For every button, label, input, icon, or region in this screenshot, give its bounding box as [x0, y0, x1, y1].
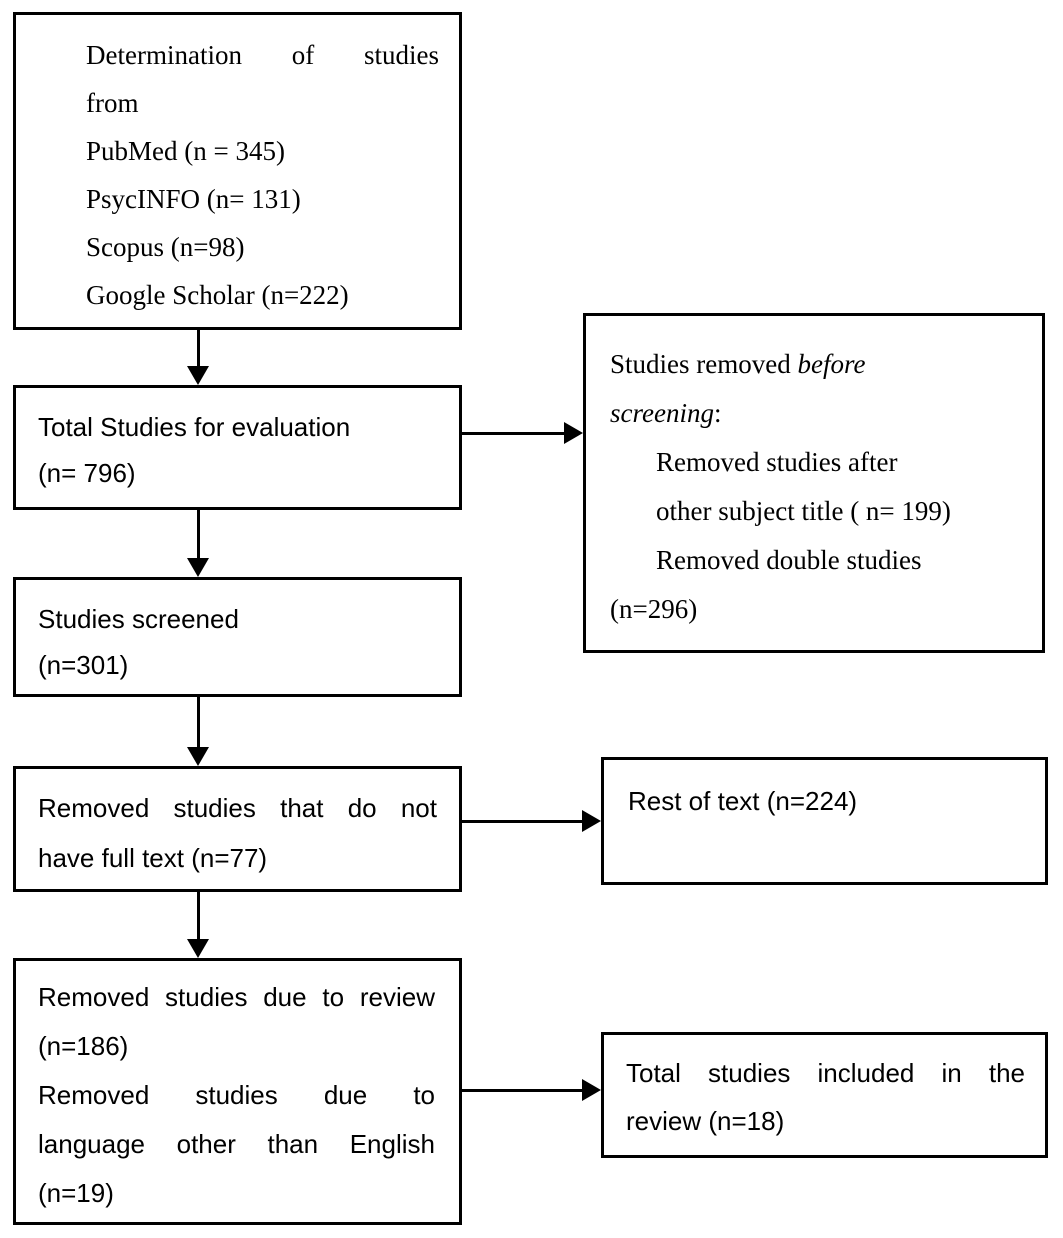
- flow-box-included: [601, 1032, 1048, 1158]
- flow-box-total-evaluation: [13, 385, 462, 510]
- down-arrow-identification-to-total: [197, 330, 200, 366]
- flow-box-screened: [13, 577, 462, 697]
- no-fulltext-line-2: have full text (n=77): [38, 843, 268, 873]
- removed-before-line-1-text: Studies removed: [610, 349, 798, 379]
- identification-line-3: PubMed (n = 345): [86, 136, 285, 166]
- right-arrow-removed-review-to-included: [461, 1089, 582, 1092]
- total-line-1: Total Studies for evaluation: [38, 412, 351, 442]
- removed-review-line-2: (n=186): [38, 1031, 129, 1061]
- flow-box-removed-before-screening: [583, 313, 1045, 653]
- right-arrow-no-fulltext-to-rest: [461, 820, 582, 823]
- removed-before-line-1-italic: before: [797, 349, 866, 379]
- identification-line-1: Determination of studies: [86, 40, 439, 70]
- rest-line-1: Rest of text (n=224): [628, 786, 858, 816]
- flow-box-no-fulltext: [13, 766, 462, 892]
- removed-before-line-6: (n=296): [610, 594, 698, 624]
- right-arrow-total-to-removed-before: [461, 432, 564, 435]
- flow-box-rest-of-text: [601, 757, 1048, 885]
- removed-before-line-2-text: :: [713, 398, 722, 428]
- screened-line-2: (n=301): [38, 650, 129, 680]
- removed-review-line-1: Removed studies due to review: [38, 982, 435, 1012]
- identification-line-4: PsycINFO (n= 131): [86, 184, 301, 214]
- total-line-2: (n= 796): [38, 458, 136, 488]
- flow-box-removed-review: [13, 958, 462, 1225]
- down-arrow-screened-to-no-fulltext: [197, 696, 200, 747]
- removed-review-line-4: language other than English: [38, 1129, 435, 1159]
- included-line-2: review (n=18): [626, 1106, 785, 1136]
- removed-before-line-3: Removed studies after: [656, 447, 898, 477]
- removed-review-line-3: Removed studies due to: [38, 1080, 435, 1110]
- screened-line-1: Studies screened: [38, 604, 239, 634]
- included-line-1: Total studies included in the: [626, 1058, 1025, 1088]
- removed-review-line-5: (n=19): [38, 1178, 114, 1208]
- identification-line-2: from: [86, 88, 139, 118]
- down-arrow-no-fulltext-to-removed-review: [197, 891, 200, 939]
- removed-before-line-5: Removed double studies: [656, 545, 922, 575]
- no-fulltext-line-1: Removed studies that do not: [38, 793, 437, 823]
- down-arrow-total-to-screened: [197, 509, 200, 558]
- identification-line-5: Scopus (n=98): [86, 232, 245, 262]
- removed-before-line-1: [610, 340, 1018, 389]
- removed-before-line-2: [610, 389, 1018, 438]
- removed-before-line-4: other subject title ( n= 199): [656, 496, 951, 526]
- removed-before-line-2-italic: screening: [610, 398, 714, 428]
- identification-line-6: Google Scholar (n=222): [86, 280, 349, 310]
- flow-box-identification: [13, 12, 462, 330]
